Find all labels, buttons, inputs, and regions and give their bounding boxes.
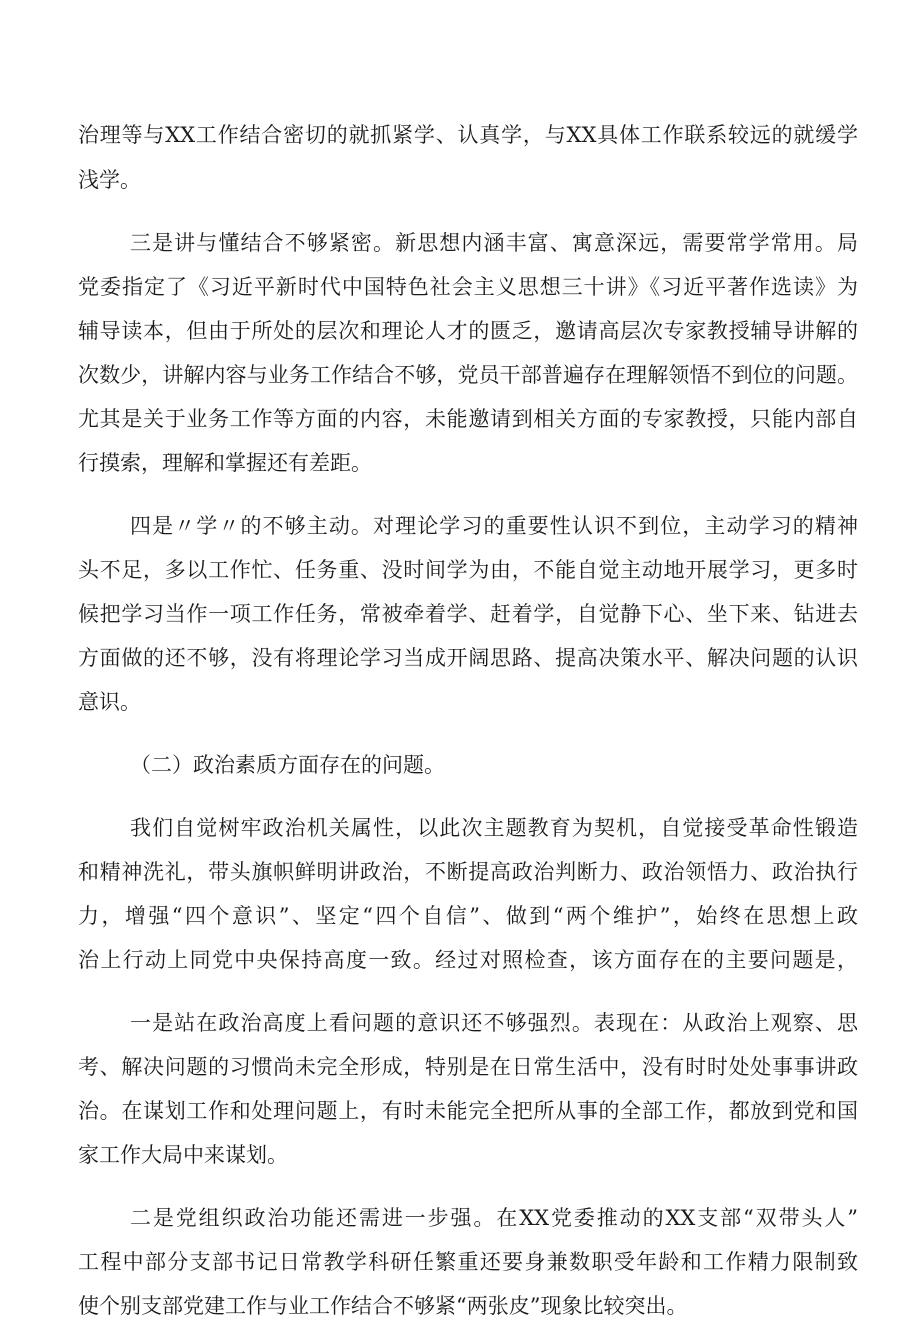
- text-line: 候把学习当作一项工作任务，常被牵着学、赶着学，自觉静下心、坐下来、钻进去: [78, 602, 858, 626]
- text-line: 浅学。: [78, 168, 141, 192]
- text-line: 家工作大局中来谋划。: [78, 1143, 288, 1167]
- text-line: 次数少，讲解内容与业务工作结合不够，党员干部普遍存在理解领悟不到位的问题。: [78, 363, 858, 387]
- text-line: 和精神洗礼，带头旗帜鲜明讲政治，不断提高政治判断力、政治领悟力、政治执行: [78, 860, 858, 884]
- text-line: 意识。: [78, 690, 141, 714]
- text-line: 党委指定了《习近平新时代中国特色社会主义思想三十讲》《习近平著作选读》为: [78, 275, 858, 299]
- text-line: 治上行动上同党中央保持高度一致。经过对照检查，该方面存在的主要问题是，: [78, 948, 858, 972]
- text-line: 治理等与XX工作结合密切的就抓紧学、认真学，与XX具体工作联系较远的就缓学: [78, 123, 858, 147]
- text-line: 尤其是关于业务工作等方面的内容，未能邀请到相关方面的专家教授，只能内部自: [78, 407, 858, 431]
- paragraph-start: 我们自觉树牢政治机关属性，以此次主题教育为契机，自觉接受革命性锻造: [130, 816, 858, 840]
- text-line: 力，增强“四个意识”、坚定“四个自信”、做到“两个维护”，始终在思想上政: [78, 904, 858, 928]
- paragraph-start: 四是〃学〃的不够主动。对理论学习的重要性认识不到位，主动学习的精神: [130, 514, 858, 538]
- text-line-clipped: 使个别支部党建工作与业工作结合不够紧“两张皮”现象比较突出。: [78, 1294, 688, 1318]
- text-line: 方面做的还不够，没有将理论学习当成开阔思路、提高决策水平、解决问题的认识: [78, 646, 858, 670]
- text-line: 辅导读本，但由于所处的层次和理论人才的匮乏，邀请高层次专家教授辅导讲解的: [78, 319, 858, 343]
- paragraph-start: 二是党组织政治功能还需进一步强。在XX党委推动的XX支部“双带头人”: [130, 1206, 858, 1230]
- text-line: 考、解决问题的习惯尚未完全形成，特别是在日常生活中，没有时时处处事事讲政: [78, 1055, 858, 1079]
- text-line: 工程中部分支部书记日常教学科研任繁重还要身兼数职受年龄和工作精力限制致: [78, 1250, 858, 1274]
- text-line: 头不足，多以工作忙、任务重、没时间学为由，不能自觉主动地开展学习，更多时: [78, 558, 858, 582]
- paragraph-start: 三是讲与懂结合不够紧密。新思想内涵丰富、寓意深远，需要常学常用。局: [130, 231, 858, 255]
- text-line: 治。在谋划工作和处理问题上，有时未能完全把所从事的全部工作，都放到党和国: [78, 1099, 858, 1123]
- section-heading: （二）政治素质方面存在的问题。: [130, 753, 445, 777]
- text-line: 行摸索，理解和掌握还有差距。: [78, 451, 372, 475]
- paragraph-start: 一是站在政治高度上看问题的意识还不够强烈。表现在：从政治上观察、思: [130, 1011, 858, 1035]
